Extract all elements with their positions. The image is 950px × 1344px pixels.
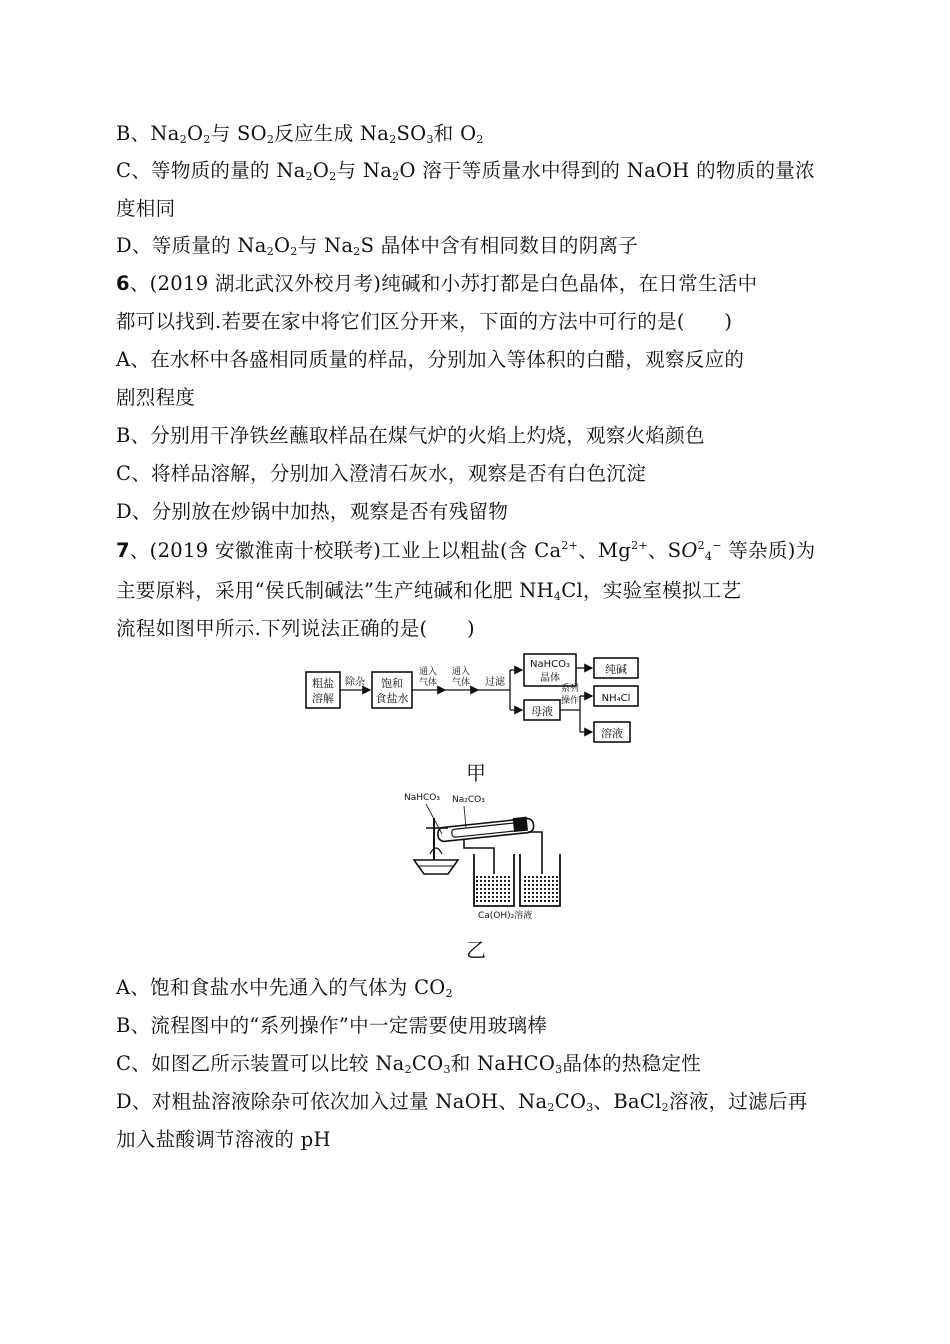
q7-stem-line2: 主要原料，采用“侯氏制碱法”生产纯碱和化肥 $NH_4Cl$，实验室模拟工艺 xyxy=(116,579,742,603)
q6-option-c: C、将样品溶解，分别加入澄清石灰水，观察是否有白色沉淀 xyxy=(116,462,647,485)
figure-b-caption: 乙 xyxy=(466,938,486,962)
q7-option-a: A、饱和食盐水中先通入的气体为 $CO_2$ xyxy=(116,976,453,1000)
q7-option-b: B、流程图中的“系列操作”中一定需要使用玻璃棒 xyxy=(116,1014,548,1037)
flow-nh4cl: NH₄Cl xyxy=(601,693,631,704)
q7-option-c: C、如图乙所示装置可以比较 $Na_2CO_3$和 NaHCO$_3$晶体的热稳定性 xyxy=(116,1052,702,1076)
q5-option-b: B、$Na_2O_2$与 $SO_2$反应生成 $Na_2SO_3$和 $O_2$ xyxy=(116,122,484,146)
figure-a-caption: 甲 xyxy=(466,761,486,785)
flow-series-ops-2: 操作 xyxy=(560,696,580,706)
q5-option-c-line1: C、等物质的量的 $Na_2O_2$与 $Na_2O$ 溶于等质量水中得到的 NaOH 的物质的量浓 xyxy=(116,159,815,183)
q6-option-d: D、分别放在炒锅中加热，观察是否有残留物 xyxy=(116,500,509,523)
q6-stem-line1: 6、(2019 湖北武汉外校月考)纯碱和小苏打都是白色晶体，在日常生活中 xyxy=(116,272,758,295)
flow-filter: 过滤 xyxy=(485,677,505,688)
flow-saturated-brine-2: 食盐水 xyxy=(375,692,409,705)
q7-option-d-line2: 加入盐酸调节溶液的 pH xyxy=(116,1128,331,1151)
flow-nahco3-2: 晶体 xyxy=(540,673,560,684)
flow-crude-salt-2: 溶解 xyxy=(312,692,334,705)
q6-option-a-line1: A、在水杯中各盛相同质量的样品，分别加入等体积的白醋，观察反应的 xyxy=(116,348,745,371)
apparatus-nahco3-label: NaHCO₃ xyxy=(404,793,440,803)
q5-option-d: D、等质量的 $Na_2O_2$与 $Na_2S$ 晶体中含有相同数目的阴离子 xyxy=(116,234,639,258)
flow-saturated-brine-1: 饱和 xyxy=(381,677,403,690)
flow-mother-liquor: 母液 xyxy=(531,705,553,718)
flowchart-figure xyxy=(300,652,650,747)
q6-option-b: B、分别用干净铁丝蘸取样品在煤气炉的火焰上灼烧，观察火焰颜色 xyxy=(116,424,705,447)
apparatus-na2co3-label: Na₂CO₃ xyxy=(452,795,485,805)
flow-gas-in-2b: 气体 xyxy=(451,678,471,688)
q7-option-d-line1: D、对粗盐溶液除杂可依次加入过量 NaOH、$Na_2CO_3$、BaCl$_2$溶液，过滤后再 xyxy=(116,1090,808,1114)
flow-nahco3-1: NaHCO₃ xyxy=(530,659,570,670)
flow-series-ops-1: 系列 xyxy=(560,684,580,694)
apparatus-caoh2-label: Ca(OH)₂溶液 xyxy=(478,911,533,920)
q7-stem-line1: 7、(2019 安徽淮南十校联考)工业上以粗盐(含 $Ca^{2+}$、$Mg^{2+}$、$SO^2_4^-$ 等杂质)为 xyxy=(116,539,816,563)
flow-remove-impurities: 除杂 xyxy=(345,677,365,688)
flow-gas-in-2a: 通入 xyxy=(451,667,471,677)
q6-option-a-line2: 剧烈程度 xyxy=(116,386,196,409)
flow-crude-salt-1: 粗盐 xyxy=(312,677,334,690)
q7-stem-line3: 流程如图甲所示.下列说法正确的是( ) xyxy=(116,617,475,640)
flow-gas-in-1b: 气体 xyxy=(418,678,438,688)
q5-option-c-line2: 度相同 xyxy=(116,197,176,220)
flow-gas-in-1a: 通入 xyxy=(418,667,438,677)
apparatus-figure xyxy=(404,788,574,920)
flow-soda-ash: 纯碱 xyxy=(605,663,627,676)
flow-solution: 溶液 xyxy=(601,727,623,740)
q6-stem-line2: 都可以找到.若要在家中将它们区分开来，下面的方法中可行的是( ) xyxy=(116,310,733,333)
